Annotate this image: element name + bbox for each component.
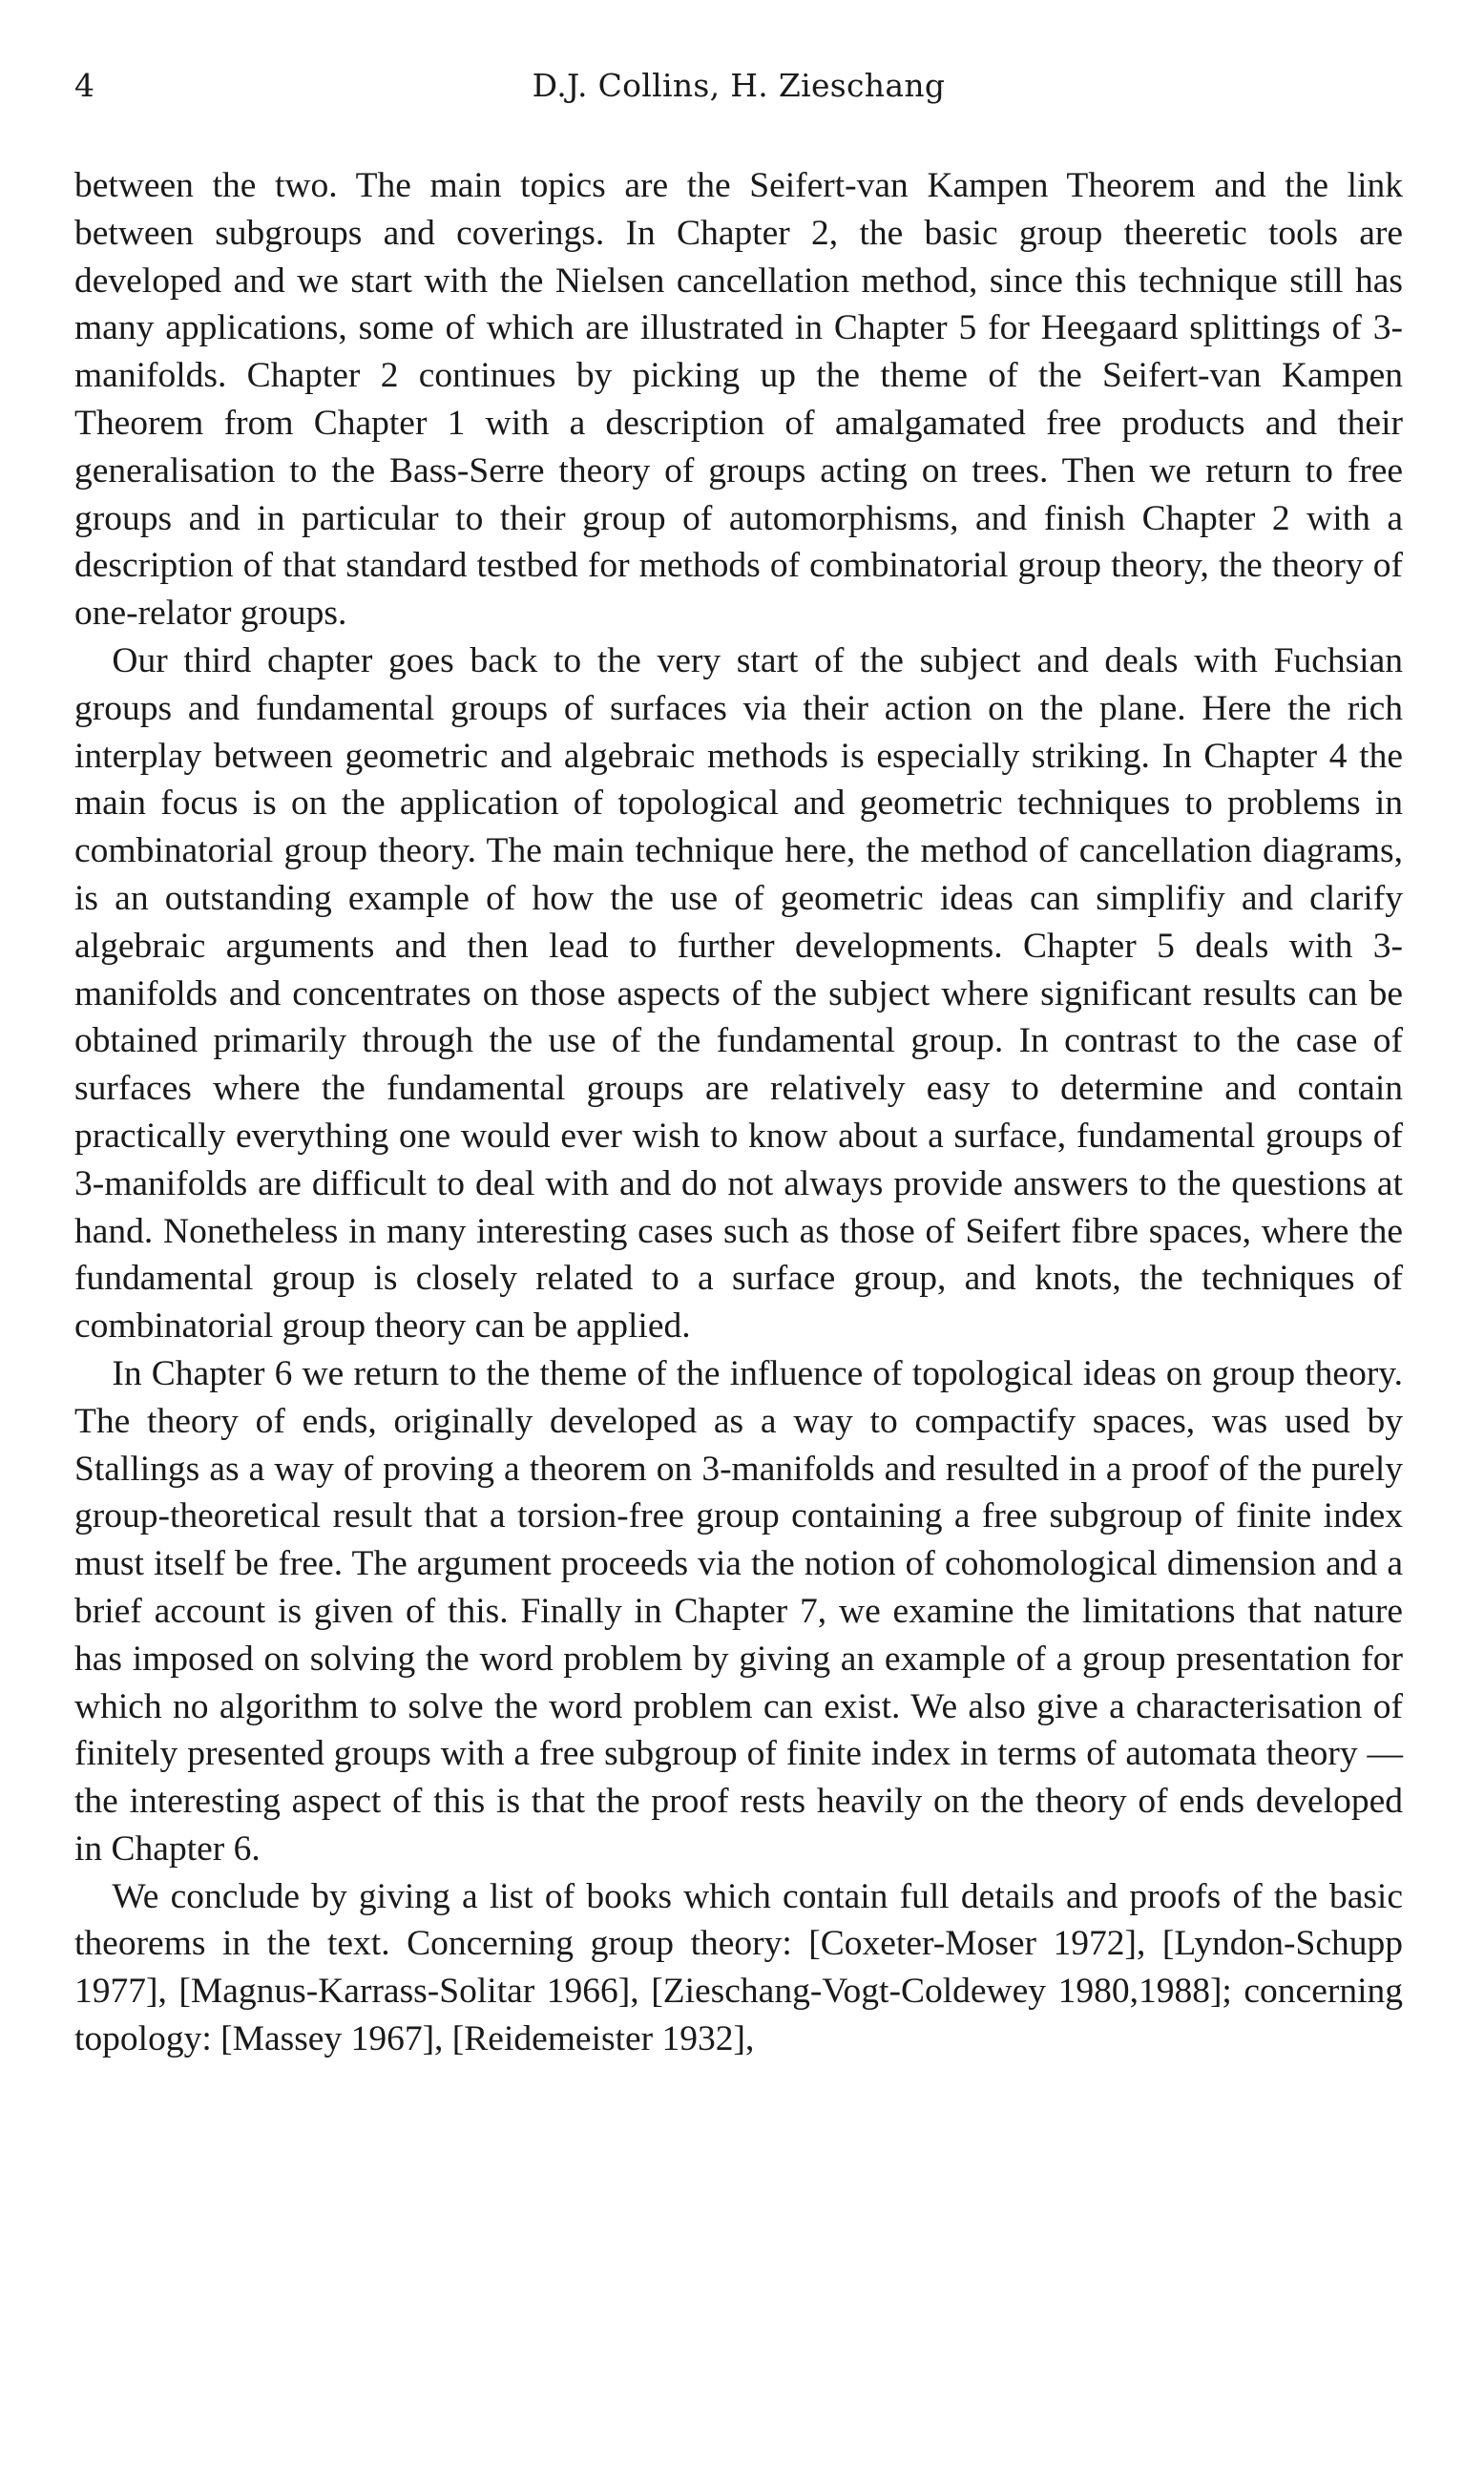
running-title: D.J. Collins, H. Zieschang: [532, 67, 946, 104]
paragraph-1: between the two. The main topics are the Seifert-van Kampen Theorem and the link between subgroups and coverings. In Chapter 2, the basic group theeretic tools are developed and we start with the Nielsen cancellation method, since this technique still has many applications, some of which are illustrated in Chapter 5 for Heegaard splittings of 3-manifolds. Chapter 2 continues by picking up the theme of the Seifert-van Kampen Theorem from Chapter 1 with a description of amalgamated free products and their generalisation to the Bass-Serre theory of groups acting on trees. Then we return to free groups and in particular to their group of automorphisms, and finish Chapter 2 with a description of that standard testbed for methods of combinatorial group theory, the theory of one-relator groups.: [74, 166, 1403, 634]
page-number: 4: [74, 67, 94, 104]
paragraph-4: We conclude by giving a list of books which contain full details and proofs of the basic theorems in the text. Concerning group theory: [Coxeter-Moser 1972], [Lyndon-Schupp 1977], [Magnus-Karrass-Solitar 1966], [Zieschang-Vogt-Coldewey 1980,1988]; concerning topology: [Massey 1967], [Reidemeister 1932],: [74, 1876, 1403, 2059]
document-page: [74, 57, 1403, 2414]
body-text: [74, 162, 1403, 2063]
running-head: [74, 57, 1403, 115]
paragraph-2: Our third chapter goes back to the very start of the subject and deals with Fuchsian groups and fundamental groups of surfaces via their action on the plane. Here the rich interplay between geometric and algebraic methods is especially striking. In Chapter 4 the main focus is on the application of topological and geometric techniques to problems in combinatorial group theory. The main technique here, the method of cancellation diagrams, is an outstanding example of how the use of geometric ideas can simplifiy and clarify algebraic arguments and then lead to further developments. Chapter 5 deals with 3-manifolds and concentrates on those aspects of the subject where significant results can be obtained primarily through the use of the fundamental group. In contrast to the case of surfaces where the fundamental groups are relatively easy to determine and contain practically everything one would ever wish to know about a surface, fundamental groups of 3-manifolds are difficult to deal with and do not always provide answers to the questions at hand. Nonetheless in many interesting cases such as those of Seifert fibre spaces, where the fundamental group is closely related to a surface group, and knots, the techniques of combinatorial group theory can be applied.: [74, 640, 1403, 1347]
paragraph-3: In Chapter 6 we return to the theme of the influence of topological ideas on group theory. The theory of ends, originally developed as a way to compactify spaces, was used by Stallings as a way of proving a theorem on 3-manifolds and resulted in a proof of the purely group-theoretical result that a torsion-free group containing a free subgroup of finite index must itself be free. The argument proceeds via the notion of cohomological dimension and a brief account is given of this. Finally in Chapter 7, we examine the limitations that nature has imposed on solving the word problem by giving an example of a group presentation for which no algorithm to solve the word problem can exist. We also give a characterisation of finitely presented groups with a free subgroup of finite index in terms of automata theory — the interesting aspect of this is that the proof rests heavily on the theory of ends developed in Chapter 6.: [74, 1353, 1403, 1869]
